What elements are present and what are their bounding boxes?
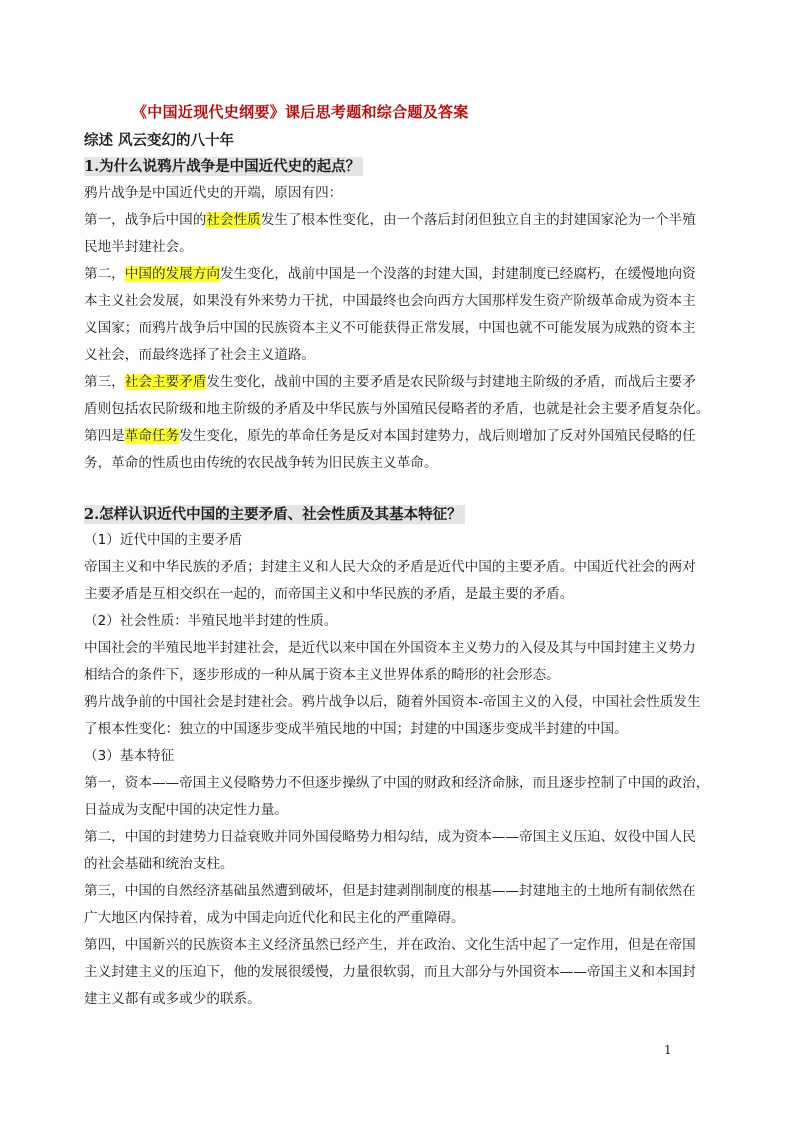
q2-s2-b-line2: 了根本性变化：独立的中国逐步变成半殖民地的中国；封建的中国逐步变成半封建的中国。 bbox=[84, 721, 628, 737]
q1-p1-highlight: 社会性质 bbox=[206, 212, 261, 228]
q1-point-4 bbox=[84, 423, 712, 450]
q1-p3-line2: 盾则包括农民阶级和地主阶级的矛盾及中华民族与外国殖民侵略者的矛盾，也就是社会主要矛盾复杂化。 bbox=[84, 401, 710, 417]
q1-point-2 bbox=[84, 261, 712, 288]
q1-p2-line3: 义国家；而鸦片战争后中国的民族资本主义不可能获得正常发展，中国也就不可能发展为成熟的资本主 bbox=[84, 320, 696, 336]
q1-p2-line4: 义社会，而最终选择了社会主义道路。 bbox=[84, 347, 316, 363]
q1-p1-prefix: 第一，战争后中国的 bbox=[84, 212, 207, 228]
q2-subheading-1: （1）近代中国的主要矛盾 bbox=[84, 532, 243, 548]
question-1-text: 1.为什么说鸦片战争是中国近代史的起点？ bbox=[84, 157, 363, 176]
section-heading: 综述 风云变幻的八十年 bbox=[84, 132, 235, 149]
q1-p2-line2: 本主义社会发展，如果没有外来势力干扰，中国最终也会向西方大国那样发生资产阶级革命成为资本主 bbox=[84, 293, 696, 309]
q2-feature-4-line2: 主义封建主义的压迫下，他的发展很缓慢，力量很软弱，而且大部分与外国资本——帝国主义和本国封 bbox=[84, 964, 696, 980]
question-1-heading bbox=[84, 155, 363, 176]
q1-p4-line1: 发生变化，原先的革命任务是反对本国封建势力，战后则增加了反对外国殖民侵略的任 bbox=[179, 428, 696, 444]
q1-point-3 bbox=[84, 369, 712, 396]
q1-p3-highlight: 社会主要矛盾 bbox=[124, 374, 207, 390]
q2-s2-b-line1: 鸦片战争前的中国社会是封建社会。鸦片战争以后，随着外国资本-帝国主义的入侵，中国社会性质发生 bbox=[84, 694, 701, 710]
q1-p2-prefix: 第二， bbox=[84, 266, 125, 282]
q1-p4-line2: 务，革命的性质也由传统的农民战争转为旧民族主义革命。 bbox=[84, 455, 438, 471]
q1-p3-line1: 发生变化，战前中国的主要矛盾是农民阶级与封建地主阶级的矛盾，而战后主要矛 bbox=[206, 374, 696, 390]
q2-subheading-3: （3）基本特征 bbox=[84, 748, 175, 764]
q2-feature-2-line2: 的社会基础和统治支柱。 bbox=[84, 856, 234, 872]
q2-feature-1-line1: 第一，资本——帝国主义侵略势力不但逐步操纵了中国的财政和经济命脉，而且逐步控制了中国的政治， bbox=[84, 775, 710, 791]
q2-feature-2-line1: 第二，中国的封建势力日益衰败并同外国侵略势力相勾结，成为资本——帝国主义压迫、奴役中国人民 bbox=[84, 829, 696, 845]
q1-p3-prefix: 第三， bbox=[84, 374, 125, 390]
question-2-text: 2.怎样认识近代中国的主要矛盾、社会性质及其基本特征？ bbox=[84, 505, 465, 524]
q2-s1-line1: 帝国主义和中华民族的矛盾；封建主义和人民大众的矛盾是近代中国的主要矛盾。中国近代社会的两对 bbox=[84, 559, 696, 575]
q2-subheading-2: （2）社会性质：半殖民地半封建的性质。 bbox=[84, 613, 338, 629]
q1-intro: 鸦片战争是中国近代史的开端，原因有四： bbox=[84, 185, 343, 201]
q2-feature-3-line1: 第三，中国的自然经济基础虽然遭到破坏，但是封建剥削制度的根基——封建地主的土地所有制依然在 bbox=[84, 883, 696, 899]
q2-feature-1-line2: 日益成为支配中国的决定性力量。 bbox=[84, 802, 288, 818]
q1-p1-line2: 民地半封建社会。 bbox=[84, 239, 193, 255]
q2-feature-4-line1: 第四，中国新兴的民族资本主义经济虽然已经产生，并在政治、文化生活中起了一定作用，但是在帝国 bbox=[84, 937, 696, 953]
q2-s1-line2: 主要矛盾是互相交织在一起的，而帝国主义和中华民族的矛盾，是最主要的矛盾。 bbox=[84, 586, 574, 602]
question-2-heading bbox=[84, 503, 465, 524]
page-number: 1 bbox=[664, 1043, 672, 1057]
q1-p1-line1: 发生了根本性变化，由一个落后封闭但独立自主的封建国家沦为一个半殖 bbox=[260, 212, 696, 228]
q1-p4-prefix: 第四是 bbox=[84, 428, 125, 444]
q1-p4-highlight: 革命任务 bbox=[124, 428, 180, 444]
q2-feature-4-line3: 建主义都有或多或少的联系。 bbox=[84, 991, 261, 1007]
q1-p2-line1: 发生变化，战前中国是一个没落的封建大国，封建制度已经腐朽，在缓慢地向资 bbox=[219, 266, 696, 282]
document-title: 《中国近现代史纲要》课后思考题和综合题及答案 bbox=[132, 103, 469, 121]
q2-feature-3-line2: 广大地区内保持着，成为中国走向近代化和民主化的严重障碍。 bbox=[84, 910, 465, 926]
q2-s2-a-line2: 相结合的条件下，逐步形成的一种从属于资本主义世界体系的畸形的社会形态。 bbox=[84, 667, 560, 683]
q1-point-1 bbox=[84, 207, 712, 234]
q1-p2-highlight: 中国的发展方向 bbox=[124, 266, 220, 282]
q2-s2-a-line1: 中国社会的半殖民地半封建社会，是近代以来中国在外国资本主义势力的入侵及其与中国封建主义势力 bbox=[84, 640, 696, 656]
